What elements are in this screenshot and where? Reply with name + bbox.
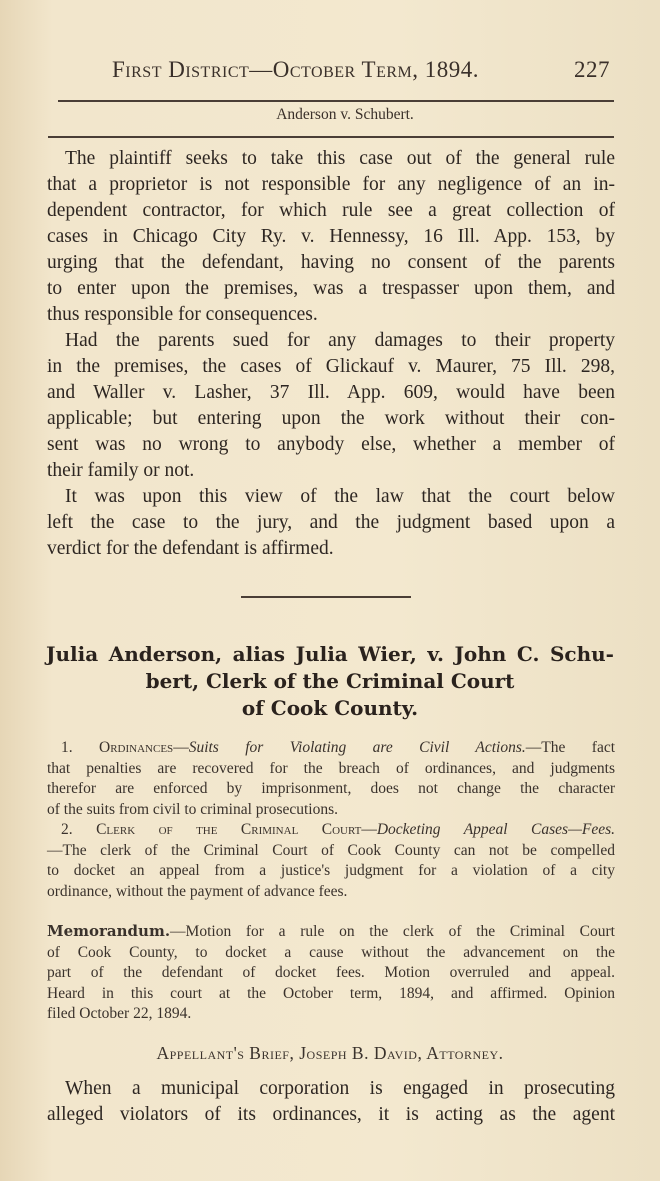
- text-line: cases in Chicago City Ry. v. Hennessy, 16 Ill. App. 153, by: [47, 226, 615, 247]
- text-line: thus responsible for consequences.: [47, 304, 318, 325]
- text-line: verdict for the defendant is affirmed.: [47, 538, 334, 559]
- headnote-rest: —The fact: [525, 739, 616, 756]
- text-line: that penalties are recovered for the breach of ordinances, and judgments: [47, 759, 615, 777]
- text-line: therefor are enforced by imprisonment, does not change the character: [47, 780, 615, 798]
- memorandum-first-line: [47, 921, 615, 943]
- memorandum-rest: —Motion for a rule on the clerk of the Criminal Court: [170, 923, 615, 940]
- text-line: of Cook County, to docket a cause without the advancement on the: [47, 943, 615, 961]
- text-line: sent was no wrong to anybody else, whether a member of: [47, 434, 615, 455]
- headnote-number: 1.: [61, 739, 73, 756]
- case-title-line: Julia Anderson, alias Julia Wier, v. John C. Schu-: [46, 642, 614, 666]
- case-title-line: of Cook County.: [241, 696, 419, 720]
- case-title: [40, 641, 620, 722]
- text-line: and Waller v. Lasher, 37 Ill. App. 609, would have been: [47, 382, 615, 403]
- brief-text: [47, 1076, 615, 1128]
- headnote-subtopic: Docketing Appeal Cases—Fees.: [376, 821, 616, 838]
- text-line: When a municipal corporation is engaged in prosecuting: [65, 1078, 615, 1099]
- running-head-title: First District—October Term, 1894.: [112, 57, 480, 82]
- text-line: their family or not.: [47, 460, 195, 481]
- headnote-topic: Clerk of the Criminal Court: [96, 821, 362, 838]
- text-line: filed October 22, 1894.: [47, 1005, 192, 1023]
- headnote-2: [47, 820, 615, 902]
- text-line: urging that the defendant, having no consent of the parents: [47, 252, 615, 273]
- text-line: left the case to the jury, and the judgment based upon a: [47, 512, 615, 533]
- headnote-first-line: 1. Ordinances—Suits for Violating are Civil Actions.—The fact: [61, 739, 616, 756]
- text-line: part of the defendant of docket fees. Motion overruled and appeal.: [47, 964, 615, 982]
- case-title-line: bert, Clerk of the Criminal Court: [145, 669, 515, 693]
- text-line: ordinance, without the payment of advance fees.: [47, 882, 348, 900]
- text-line: of the suits from civil to criminal prosecutions.: [47, 800, 339, 818]
- running-head: [112, 57, 632, 91]
- text-line: It was upon this view of the law that the court below: [65, 486, 615, 507]
- text-line: applicable; but entering upon the work without their con-: [47, 408, 615, 429]
- text-line: Had the parents sued for any damages to their property: [65, 330, 615, 351]
- section-divider: [241, 596, 411, 598]
- headnote-number: 2.: [61, 821, 73, 838]
- headnote-1: [47, 738, 615, 820]
- text-line: that a proprietor is not responsible for any negligence of an in-: [47, 174, 615, 195]
- opinion-paragraph-2: [47, 328, 615, 484]
- text-line: dependent contractor, for which rule see a great collection of: [47, 200, 615, 221]
- text-line: alleged violators of its ordinances, it is acting as the agent: [47, 1104, 615, 1125]
- header-rule-bottom: [48, 136, 614, 138]
- headnote-first-line: 2. Clerk of the Criminal Court—Docketing Appeal Cases—Fees.: [61, 821, 616, 838]
- text-line: —The clerk of the Criminal Court of Cook County can not be compelled: [47, 841, 615, 859]
- headnote-subtopic: Suits for Violating are Civil Actions.: [188, 739, 526, 756]
- opinion-paragraph-3: [47, 484, 615, 562]
- text-line: to docket an appeal from a justice's judgment for a violation of a city: [47, 862, 615, 880]
- text-line: The plaintiff seeks to take this case out of the general rule: [65, 148, 615, 169]
- brief-heading: Appellant's Brief, Joseph B. David, Attorney.: [156, 1043, 504, 1063]
- text-line: Heard in this court at the October term, 1894, and affirmed. Opinion: [47, 984, 615, 1002]
- headnote-topic: Ordinances: [99, 739, 174, 756]
- page-number: 227: [574, 57, 610, 82]
- text-line: to enter upon the premises, was a trespasser upon them, and: [47, 278, 615, 299]
- memorandum-label: Memorandum.: [47, 922, 171, 940]
- text-line: in the premises, the cases of Glickauf v. Maurer, 75 Ill. 298,: [47, 356, 615, 377]
- memorandum: [47, 921, 615, 1025]
- header-rule-top: [58, 100, 614, 102]
- opinion-paragraph-1: [47, 146, 615, 328]
- case-running-header: Anderson v. Schubert.: [276, 106, 414, 123]
